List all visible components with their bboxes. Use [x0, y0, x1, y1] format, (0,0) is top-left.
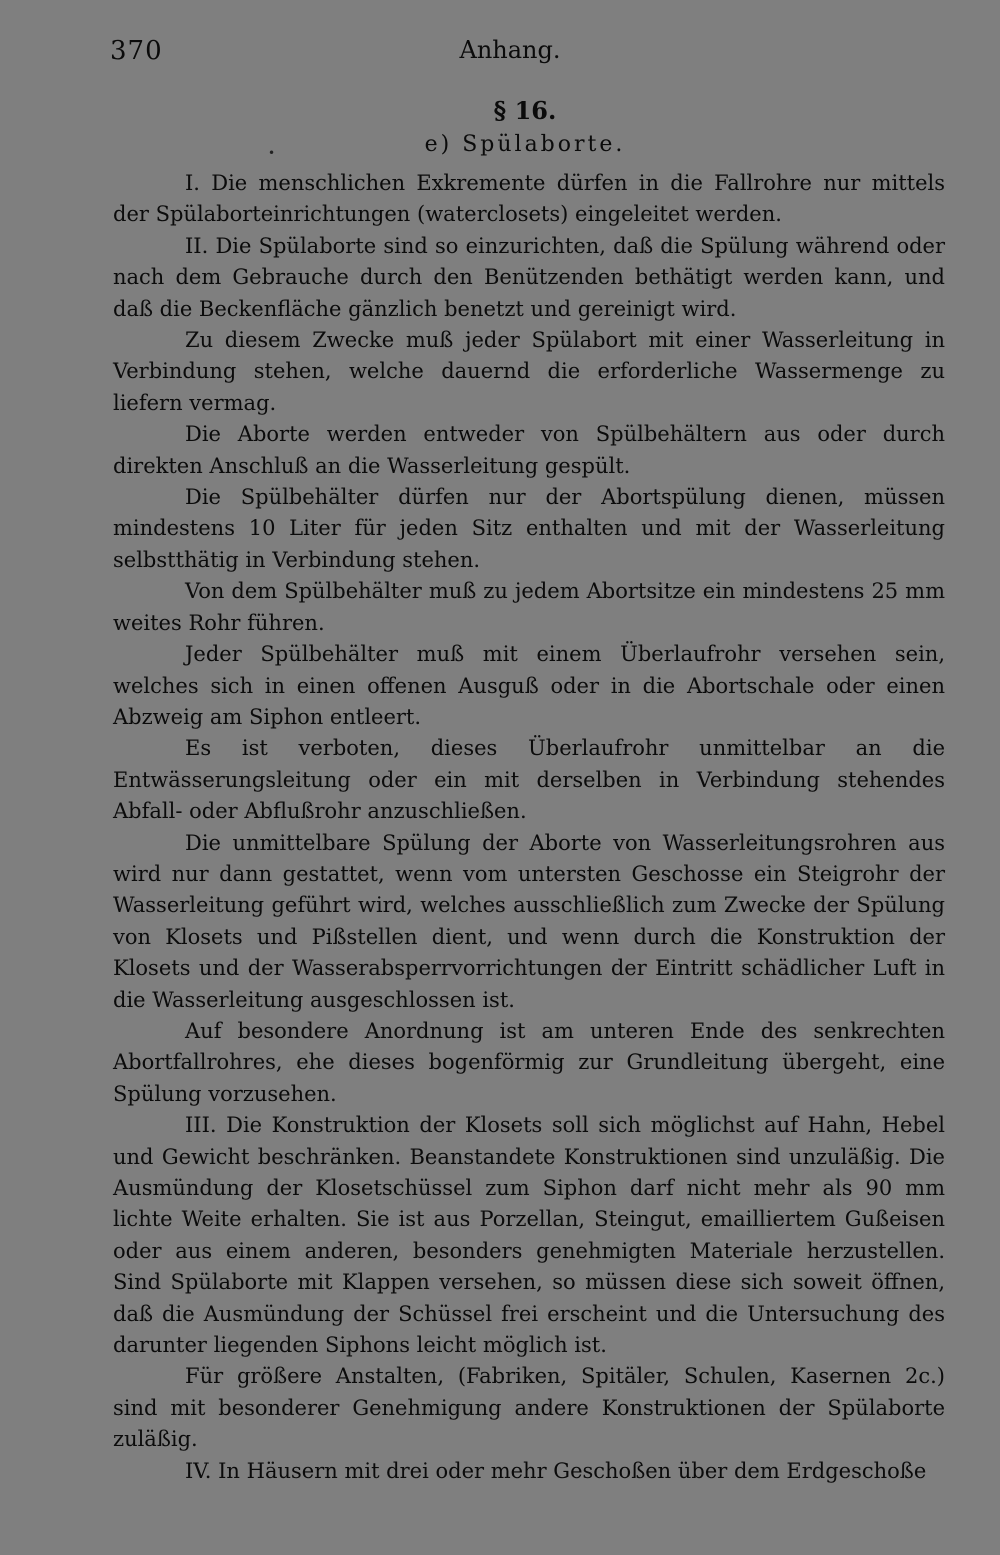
paragraph: Von dem Spülbehälter muß zu jedem Abortsitze ein mindestens 25 mm weites Rohr führen.	[113, 579, 945, 635]
paragraph: Jeder Spülbehälter muß mit einem Überlaufrohr versehen sein, welches sich in einen offenen Ausguß oder in die Abortschale oder einen Abzweig am Siphon entleert.	[113, 642, 945, 729]
section-title: e) Spülaborte.	[424, 132, 626, 157]
scan-speck: •	[268, 146, 276, 160]
paragraph: IV. In Häusern mit drei oder mehr Geschoßen über dem Erdgeschoße	[185, 1458, 927, 1483]
paragraph: Die Aborte werden entweder von Spülbehältern aus oder durch direkten Anschluß an die Wasserleitung gespült.	[113, 422, 945, 478]
body-text	[113, 168, 945, 1487]
paragraph: Es ist verboten, dieses Überlaufrohr unmittelbar an die Entwässerungsleitung oder ein mit derselben in Verbindung stehendes Abfall- oder Abflußrohr anzuschließen.	[113, 736, 945, 824]
section-number: § 16.	[493, 96, 557, 125]
paragraph: Auf besondere Anordnung ist am unteren Ende des senkrechten Abortfallrohres, ehe dieses bogenförmig zur Grundleitung übergeht, eine Spülung vorzusehen.	[113, 1018, 945, 1106]
paragraph: III. Die Konstruktion der Klosets soll sich möglichst auf Hahn, Hebel und Gewicht beschränken. Beanstandete Konstruktionen sind unzuläßig. Die Ausmündung der Klosetschüssel zum Siphon darf nicht mehr als 90 mm lichte Weite erhalten. Sie ist aus Porzellan, Steingut, emailliertem Gußeisen oder aus einem anderen, besonders genehmigten Materiale herzustellen. Sind Spülaborte mit Klappen versehen, so müssen diese sich soweit öffnen, daß die Ausmündung der Schüssel frei erscheint und die Untersuchung des darunter liegenden Siphons leicht möglich ist.	[113, 1113, 945, 1358]
paragraph: Die unmittelbare Spülung der Aborte von Wasserleitungsrohren aus wird nur dann gestattet, wenn vom untersten Geschosse ein Steigrohr der Wasserleitung geführt wird, welches ausschließlich zum Zwecke der Spülung von Klosets und Pißstellen dient, und wenn durch die Konstruktion der Klosets und der Wasserabsperrvorrichtungen der Eintritt schädlicher Luft in die Wasserleitung ausgeschlossen ist.	[113, 830, 945, 1012]
page-header	[110, 28, 950, 78]
paragraph: Zu diesem Zwecke muß jeder Spülabort mit einer Wasserleitung in Verbindung stehen, welche dauernd die erforderliche Wassermenge zu liefern vermag.	[113, 328, 945, 415]
paragraph: Für größere Anstalten, (Fabriken, Spitäler, Schulen, Kasernen 2c.) sind mit besonderer Genehmigung andere Konstruktionen der Spülaborte zuläßig.	[113, 1364, 945, 1452]
running-head: Anhang.	[459, 36, 561, 64]
paragraph: II. Die Spülaborte sind so einzurichten, daß die Spülung während oder nach dem Gebrauche durch den Benützenden bethätigt werden kann, und daß die Beckenfläche gänzlich benetzt und gereinigt wird.	[113, 233, 945, 321]
paragraph: I. Die menschlichen Exkremente dürfen in die Fallrohre nur mittels der Spülaborteinrichtungen (waterclosets) eingeleitet werden.	[113, 171, 945, 227]
paragraph: Die Spülbehälter dürfen nur der Abortspülung dienen, müssen mindestens 10 Liter für jeden Sitz enthalten und mit der Wasserleitung selbstthätig in Verbindung stehen.	[113, 485, 945, 572]
page-number: 370	[110, 36, 163, 66]
